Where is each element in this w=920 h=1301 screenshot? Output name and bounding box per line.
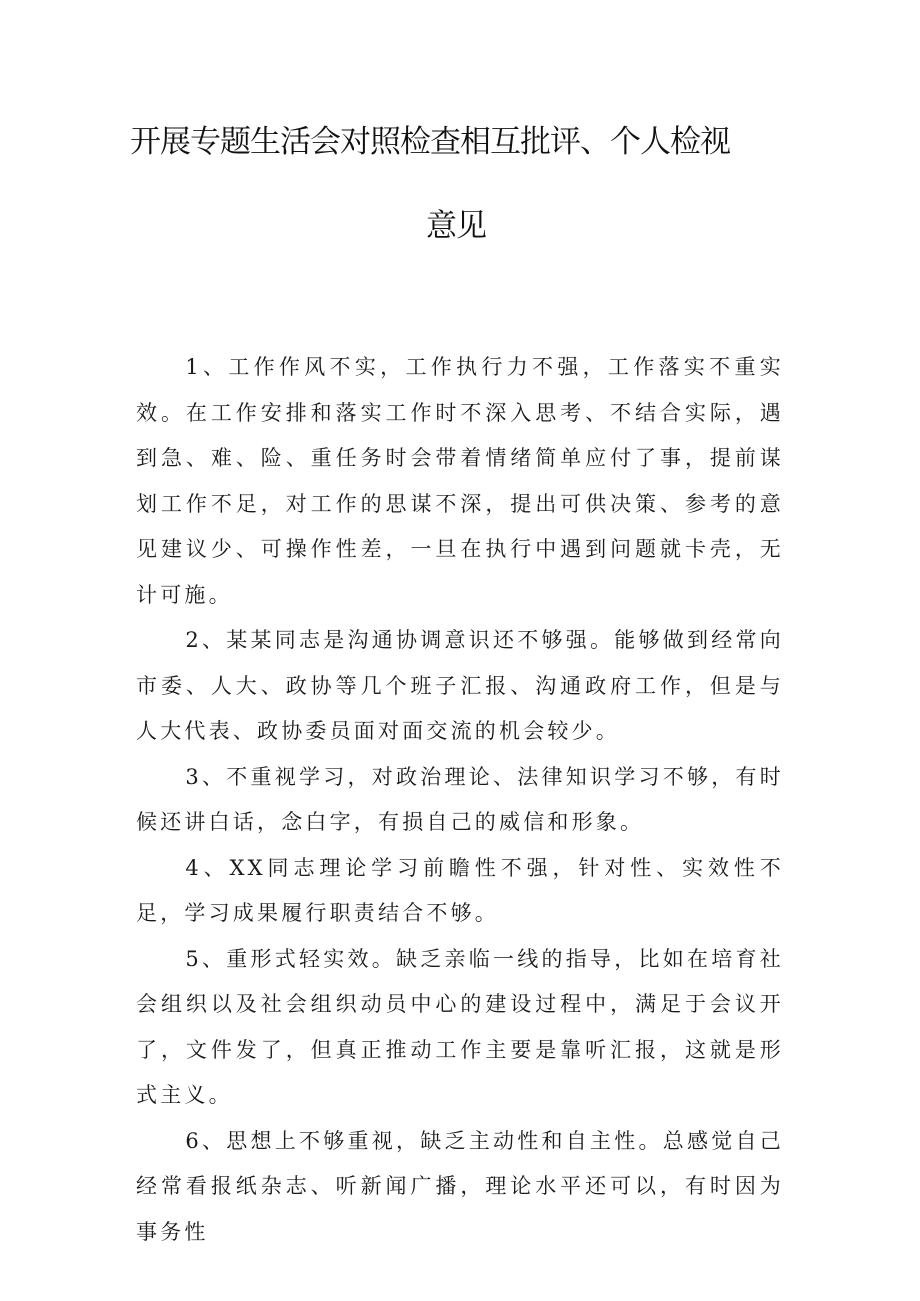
paragraph-4: 4、XX同志理论学习前瞻性不强，针对性、实效性不足，学习成果履行职责结合不够。 [136,855,784,925]
document-title-line-1: 开展专题生活会对照检查相互批评、个人检视 [130,124,730,160]
paragraph-3: 3、不重视学习，对政治理论、法律知识学习不够，有时候还讲白话，念白字，有损自己的威信和形象。 [136,764,784,834]
paragraph-6: 6、思想上不够重视，缺乏主动性和自主性。总感觉自己经常看报纸杂志、听新闻广播，理论水平还可以，有时因为事务性 [136,1128,784,1244]
paragraph-1: 1、工作作风不实，工作执行力不强，工作落实不重实效。在工作安排和落实工作时不深入思考、不结合实际，遇到急、难、险、重任务时会带着情绪简单应付了事，提前谋划工作不足，对工作的思谋不深，提出可供决策、参考的意见建议少、可操作性差，一旦在执行中遇到问题就卡壳，无计可施。 [136,355,784,607]
document-title-line-2: 意见 [426,208,486,244]
paragraph-5: 5、重形式轻实效。缺乏亲临一线的指导，比如在培育社会组织以及社会组织动员中心的建设过程中，满足于会议开了，文件发了，但真正推动工作主要是靠听汇报，这就是形式主义。 [136,946,784,1107]
document-body [136,345,784,1255]
paragraph-2: 2、某某同志是沟通协调意识还不够强。能够做到经常向市委、人大、政协等几个班子汇报、沟通政府工作，但是与人大代表、政协委员面对面交流的机会较少。 [136,628,784,743]
